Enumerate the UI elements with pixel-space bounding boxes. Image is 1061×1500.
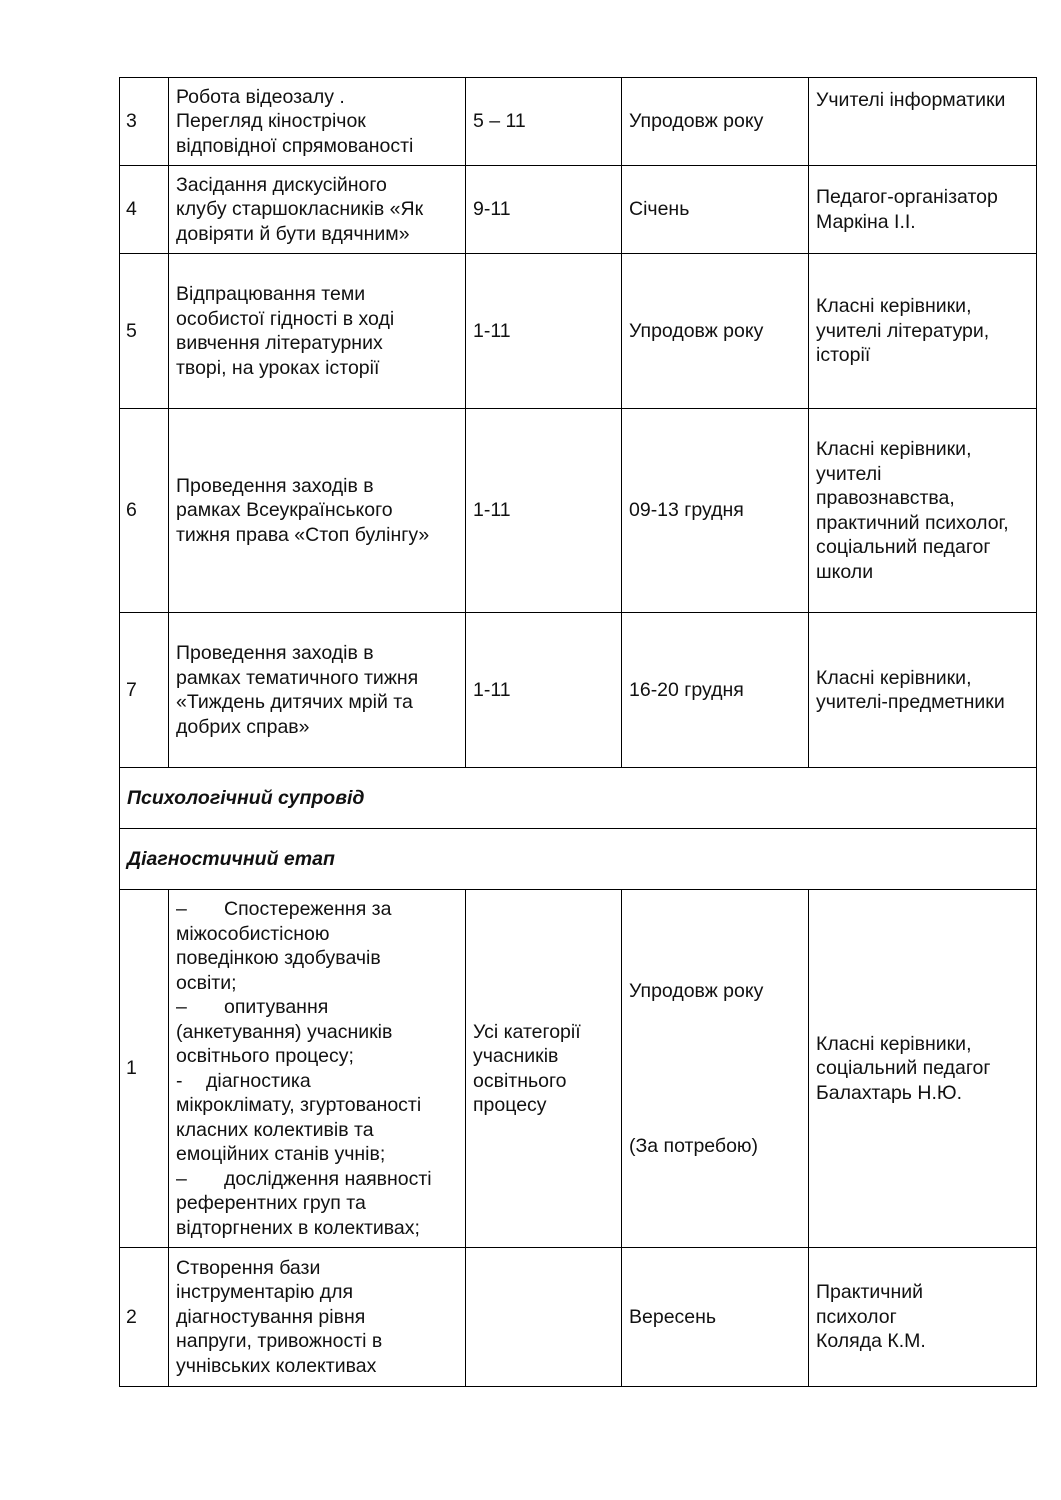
table-row <box>120 890 1037 1248</box>
activity-cell: Засідання дискусійного клубу старшокласників «Як довіряти й бути вдячним» <box>169 166 466 254</box>
activity-cell: Відпрацювання теми особистої гідності в ході вивчення літературних творі, на уроках історії <box>169 254 466 409</box>
row-number: 7 <box>120 613 169 768</box>
activity-cell: Робота відеозалу . Перегляд кінострічок відповідної спрямованості <box>169 78 466 166</box>
grades-cell: 1-11 <box>466 254 622 409</box>
responsible-cell: Учителі інформатики <box>809 78 1037 166</box>
term-cell: 09-13 грудня <box>622 409 809 613</box>
grades-cell: Усі категорії учасників освітнього процесу <box>466 890 622 1248</box>
section-row <box>120 768 1037 829</box>
grades-cell: 1-11 <box>466 409 622 613</box>
activity-cell: Проведення заходів в рамках Всеукраїнського тижня права «Стоп булінгу» <box>169 409 466 613</box>
term-cell: 16-20 грудня <box>622 613 809 768</box>
term-cell <box>622 890 809 1248</box>
table-row <box>120 409 1037 613</box>
activity-plan-table <box>119 77 1037 1387</box>
section-row <box>120 829 1037 890</box>
activity-cell: – Спостереження за міжособистісною поведінкою здобувачів освіти; – опитування (анкетування) учасників освітнього процесу; - діагностика мікроклімату, згуртованості класних колективів та емоційних станів учнів; – дослідження наявності референтних груп та відторгнених в колективах; <box>169 890 466 1248</box>
term-cell: Упродовж року <box>622 78 809 166</box>
grades-cell: 1-11 <box>466 613 622 768</box>
responsible-cell: Педагог-організатор Маркіна І.І. <box>809 166 1037 254</box>
row-number: 6 <box>120 409 169 613</box>
grades-cell <box>466 1248 622 1387</box>
activity-cell: Створення бази інструментарію для діагностування рівня напруги, тривожності в учнівських колективах <box>169 1248 466 1387</box>
grades-cell: 9-11 <box>466 166 622 254</box>
responsible-cell: Класні керівники, соціальний педагог Балахтарь Н.Ю. <box>809 890 1037 1248</box>
term-cell: Упродовж року <box>622 254 809 409</box>
grades-cell: 5 – 11 <box>466 78 622 166</box>
activity-cell: Проведення заходів в рамках тематичного тижня «Тиждень дитячих мрій та добрих справ» <box>169 613 466 768</box>
row-number: 3 <box>120 78 169 166</box>
section-title-psych: Психологічний супровід <box>120 768 1037 829</box>
row-number: 2 <box>120 1248 169 1387</box>
section-title-diag: Діагностичний етап <box>120 829 1037 890</box>
term-bottom: (За потребою) <box>629 1135 759 1157</box>
row-number: 4 <box>120 166 169 254</box>
table-row <box>120 78 1037 166</box>
row-number: 5 <box>120 254 169 409</box>
term-cell: Січень <box>622 166 809 254</box>
table-row <box>120 254 1037 409</box>
table-row <box>120 1248 1037 1387</box>
term-cell: Вересень <box>622 1248 809 1387</box>
table-row <box>120 166 1037 254</box>
table-row <box>120 613 1037 768</box>
responsible-cell: Класні керівники, учителі літератури, історії <box>809 254 1037 409</box>
responsible-cell: Практичний психолог Коляда К.М. <box>809 1248 1037 1387</box>
term-top: Упродовж року <box>629 979 764 1002</box>
row-number: 1 <box>120 890 169 1248</box>
responsible-cell: Класні керівники, учителі-предметники <box>809 613 1037 768</box>
responsible-cell: Класні керівники, учителі правознавства, практичний психолог, соціальний педагог школи <box>809 409 1037 613</box>
